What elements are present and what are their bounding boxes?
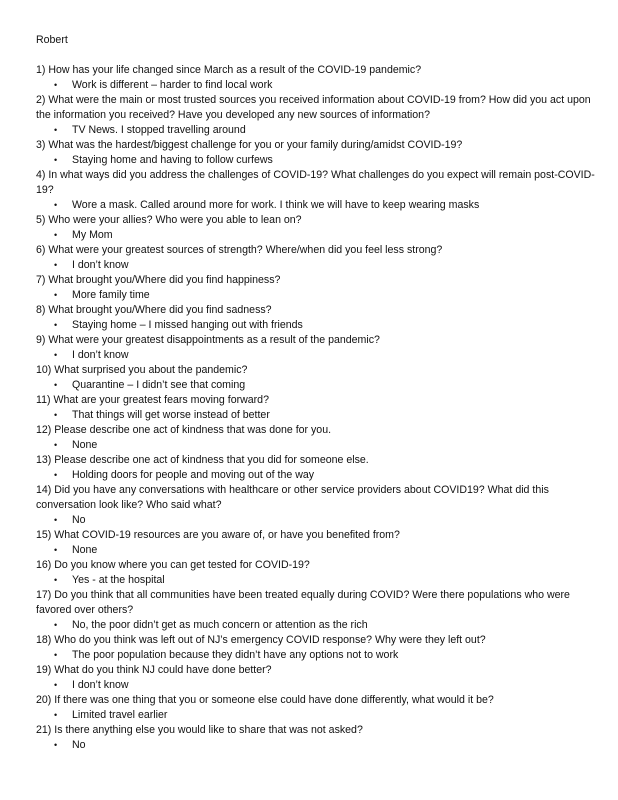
answer-text: TV News. I stopped travelling around (72, 124, 246, 136)
question-3: 3) What was the hardest/biggest challenge for you or your family during/amidst COVID-19? (36, 139, 463, 151)
question-17: 17) Do you think that all communities have been treated equally during COVID? Were there populations who were favored over others? (36, 589, 570, 616)
answer-text: No (72, 739, 86, 751)
bullet-icon: • (54, 440, 58, 450)
answer-4 (36, 198, 596, 213)
bullet-icon: • (54, 575, 58, 585)
answer-text: No (72, 514, 86, 526)
answer-9 (36, 348, 596, 363)
bullet-icon: • (54, 545, 58, 555)
question-1: 1) How has your life changed since March as a result of the COVID-19 pandemic? (36, 64, 422, 76)
answer-18 (36, 648, 596, 663)
bullet-icon: • (54, 515, 58, 525)
answer-1 (36, 78, 596, 93)
bullet-icon: • (54, 200, 58, 210)
answer-3 (36, 153, 596, 168)
answer-text: No, the poor didn’t get as much concern or attention as the rich (72, 619, 368, 631)
question-5: 5) Who were your allies? Who were you able to lean on? (36, 214, 302, 226)
bullet-icon: • (54, 350, 58, 360)
answer-text: Yes - at the hospital (72, 574, 165, 586)
answer-20 (36, 708, 596, 723)
bullet-icon: • (54, 290, 58, 300)
question-13: 13) Please describe one act of kindness that you did for someone else. (36, 454, 369, 466)
bullet-icon: • (54, 260, 58, 270)
answer-2 (36, 123, 596, 138)
question-15: 15) What COVID-19 resources are you aware of, or have you benefited from? (36, 529, 400, 541)
bullet-icon: • (54, 380, 58, 390)
question-16: 16) Do you know where you can get tested for COVID-19? (36, 559, 310, 571)
answer-text: Staying home and having to follow curfews (72, 154, 273, 166)
question-20: 20) If there was one thing that you or someone else could have done differently, what would it be? (36, 694, 494, 706)
respondent-name: Robert (36, 34, 68, 46)
question-4: 4) In what ways did you address the challenges of COVID-19? What challenges do you expect will remain post-COVID-19? (36, 169, 595, 196)
answer-17 (36, 618, 596, 633)
answer-21 (36, 738, 596, 753)
answer-text: My Mom (72, 229, 113, 241)
bullet-icon: • (54, 410, 58, 420)
answer-text: That things will get worse instead of better (72, 409, 270, 421)
answer-5 (36, 228, 596, 243)
answer-12 (36, 438, 596, 453)
answer-13 (36, 468, 596, 483)
answer-text: Holding doors for people and moving out of the way (72, 469, 315, 481)
answer-text: Quarantine – I didn’t see that coming (72, 379, 246, 391)
question-18: 18) Who do you think was left out of NJ’s emergency COVID response? Why were they left out? (36, 634, 486, 646)
question-9: 9) What were your greatest disappointments as a result of the pandemic? (36, 334, 380, 346)
question-8: 8) What brought you/Where did you find sadness? (36, 304, 272, 316)
answer-16 (36, 573, 596, 588)
bullet-icon: • (54, 230, 58, 240)
answer-text: Staying home – I missed hanging out with friends (72, 319, 303, 331)
bullet-icon: • (54, 620, 58, 630)
document-page (36, 33, 596, 753)
question-10: 10) What surprised you about the pandemic? (36, 364, 248, 376)
answer-text: The poor population because they didn’t have any options not to work (72, 649, 399, 661)
answer-6 (36, 258, 596, 273)
bullet-icon: • (54, 320, 58, 330)
question-12: 12) Please describe one act of kindness that was done for you. (36, 424, 332, 436)
bullet-icon: • (54, 650, 58, 660)
answer-text: I don’t know (72, 679, 129, 691)
bullet-icon: • (54, 470, 58, 480)
answer-19 (36, 678, 596, 693)
question-11: 11) What are your greatest fears moving forward? (36, 394, 269, 406)
answer-text: None (72, 439, 98, 451)
question-14: 14) Did you have any conversations with healthcare or other service providers about COVID19? What did this conversation look like? Who said what? (36, 484, 549, 511)
question-6: 6) What were your greatest sources of strength? Where/when did you feel less strong? (36, 244, 443, 256)
answer-11 (36, 408, 596, 423)
question-7: 7) What brought you/Where did you find happiness? (36, 274, 281, 286)
bullet-icon: • (54, 680, 58, 690)
answer-15 (36, 543, 596, 558)
answer-text: None (72, 544, 98, 556)
bullet-icon: • (54, 710, 58, 720)
question-21: 21) Is there anything else you would like to share that was not asked? (36, 724, 363, 736)
answer-text: More family time (72, 289, 150, 301)
answer-text: Limited travel earlier (72, 709, 168, 721)
question-19: 19) What do you think NJ could have done better? (36, 664, 272, 676)
bullet-icon: • (54, 740, 58, 750)
answer-14 (36, 513, 596, 528)
answer-text: I don’t know (72, 259, 129, 271)
bullet-icon: • (54, 155, 58, 165)
answer-text: I don’t know (72, 349, 129, 361)
answer-7 (36, 288, 596, 303)
bullet-icon: • (54, 125, 58, 135)
answer-8 (36, 318, 596, 333)
answer-text: Wore a mask. Called around more for work. I think we will have to keep wearing masks (72, 199, 480, 211)
qa-list (36, 63, 596, 753)
answer-text: Work is different – harder to find local work (72, 79, 273, 91)
question-2: 2) What were the main or most trusted sources you received information about COVID-19 from? How did you act upon the information you received? Have you developed any new sources of information? (36, 94, 591, 121)
bullet-icon: • (54, 80, 58, 90)
answer-10 (36, 378, 596, 393)
